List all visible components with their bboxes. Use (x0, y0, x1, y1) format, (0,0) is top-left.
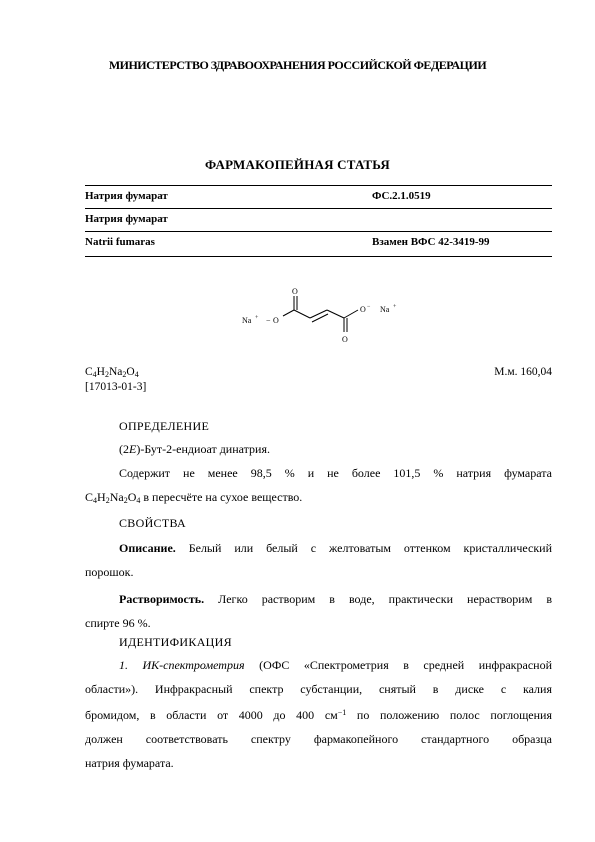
oxygen-left-minus: − (266, 316, 271, 325)
section-properties-title: СВОЙСТВА (119, 516, 186, 530)
sodium-right-charge: + (393, 304, 397, 310)
oxygen-right-charge: − (367, 304, 371, 310)
section-identification-title: ИДЕНТИФИКАЦИЯ (119, 635, 232, 649)
bond-c2-c3 (310, 310, 327, 318)
section-definition-title: ОПРЕДЕЛЕНИЕ (119, 419, 210, 433)
molecular-formula: $C_4H_2Na_2O_4$ (85, 366, 139, 379)
solubility-paragraph: Растворимость. Легко растворим в воде, практически нерастворим в спирте 96 %. (85, 592, 552, 630)
document-title: ФАРМАКОПЕЙНАЯ СТАТЬЯ (205, 157, 390, 172)
replaces-note: Взамен ВФС 42-3419-99 (372, 236, 490, 248)
bond-c2-c3-double (312, 314, 328, 322)
substance-name-ru-2: Натрия фумарат (85, 213, 168, 225)
description-paragraph: Описание. Белый или белый с желтоватым оттенком кристаллический порошок. (85, 541, 552, 579)
ir-spectrometry-paragraph: 1. ИК-спектрометрия (ОФС «Спектрометрия в средней инфракрасной области»). Инфракрасный спектр субстанции, снятый в диске с калия бромидом, в области от 4000 до 400 $см^{-1}$ по положению полос поглощения должен соответствовать спектру фармакопейного стандартного образца натрия фумарата. (85, 658, 552, 770)
header-rule-1 (85, 208, 552, 209)
ministry-title: МИНИСТЕРСТВО ЗДРАВООХРАНЕНИЯ РОССИЙСКОЙ ФЕДЕРАЦИИ (108, 58, 487, 72)
oxygen-bottom-label: O (342, 335, 348, 344)
molecular-weight: М.м. 160,04 (494, 366, 552, 378)
header-row-2 (85, 213, 552, 225)
bond-o-c1 (283, 310, 294, 316)
monograph-code: ФС.2.1.0519 (372, 190, 431, 202)
header-rule-top (85, 185, 552, 186)
substance-name-ru: Натрия фумарат (85, 190, 168, 202)
bond-c3-c4 (327, 310, 344, 318)
header-rule-2 (85, 231, 552, 232)
header-row-1 (85, 190, 552, 202)
header-row-3 (85, 236, 552, 248)
sodium-left-charge: + (255, 315, 259, 321)
definition-paragraph: (2E)-Бут-2-ендиоат динатрия. Содержит не менее 98,5 % и не более 101,5 % натрия фумарата $C_4H_2Na_2O_4$ в пересчёте на сухое вещество. (85, 442, 552, 505)
sodium-left-label: Na (242, 316, 252, 325)
substance-name-latin: Natrii fumaras (85, 236, 155, 248)
oxygen-top-label: O (292, 287, 298, 296)
header-rule-bottom (85, 256, 552, 257)
oxygen-right-label: O (360, 305, 366, 314)
cas-number: [17013-01-3] (85, 381, 147, 393)
bond-c4-o-right (344, 310, 358, 318)
structural-formula (230, 276, 410, 348)
oxygen-left-label: O (273, 316, 279, 325)
sodium-right-label: Na (380, 305, 390, 314)
bond-c1-c2 (294, 310, 310, 318)
